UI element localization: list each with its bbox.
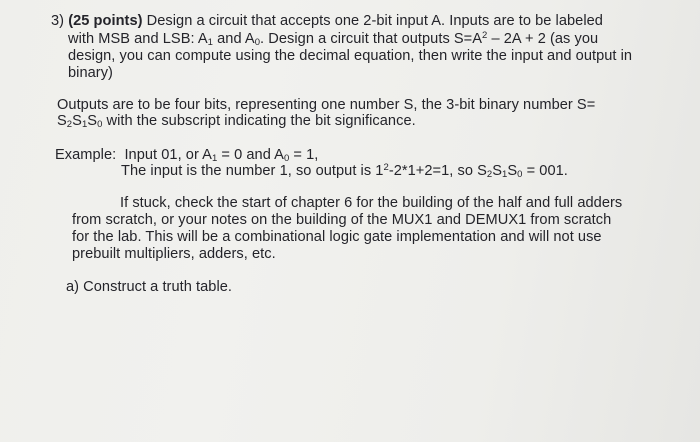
subscript-0: 0 <box>283 153 290 164</box>
superscript-2: 2 <box>482 30 488 41</box>
subscript-2: 2 <box>66 119 73 130</box>
stuck-line-4: prebuilt multipliers, adders, etc. <box>72 246 276 262</box>
problem-line-1 <box>51 12 603 30</box>
problem-line-4: binary) <box>68 65 113 81</box>
subscript-0: 0 <box>254 37 261 48</box>
s0-letter: S <box>87 113 98 129</box>
problem-line-2-part-d: – 2A + 2 (as you <box>487 31 599 47</box>
example-line-1-part-c: = 1, <box>289 147 319 163</box>
example-line-2 <box>121 162 568 180</box>
subscript-1: 1 <box>211 153 218 164</box>
subscript-0: 0 <box>517 169 523 180</box>
superscript-2: 2 <box>383 162 389 173</box>
stuck-line-2: from scratch, or your notes on the building of the MUX1 and DEMUX1 from scratch <box>72 212 612 228</box>
outputs-line-2-rest: with the subscript indicating the bit significance. <box>102 113 416 129</box>
problem-line-1-text: Design a circuit that accepts one 2-bit input A. Inputs are to be labeled <box>146 13 603 29</box>
example-line-2-part-b: -2*1+2=1, so S <box>388 163 487 179</box>
example-line-2-part-c: S <box>492 163 503 179</box>
outputs-line-1: Outputs are to be four bits, representing one number S, the 3-bit binary number S= <box>57 97 596 113</box>
s2-letter: S <box>57 113 67 129</box>
problem-line-2-part-a: with MSB and LSB: A <box>68 31 208 47</box>
example-line-2-part-a: The input is the number 1, so output is 1 <box>121 163 384 179</box>
subscript-1: 1 <box>502 169 508 180</box>
subscript-1: 1 <box>207 37 214 48</box>
outputs-line-2 <box>57 112 416 130</box>
part-a-label: a) Construct a truth table. <box>66 279 233 295</box>
problem-number: 3) <box>51 13 65 29</box>
problem-line-3: design, you can compute using the decimal equation, then write the input and output in <box>68 48 633 64</box>
stuck-line-3: for the lab. This will be a combinational logic gate implementation and will not use <box>72 229 602 245</box>
problem-line-2 <box>68 30 598 48</box>
example-line-1-part-b: = 0 and A <box>217 147 284 163</box>
stuck-line-1: If stuck, check the start of chapter 6 for the building of the half and full adders <box>120 195 623 211</box>
example-line-2-part-d: S <box>507 163 518 179</box>
example-line-2-part-e: = 001. <box>522 163 568 179</box>
problem-line-2-part-b: and A <box>213 31 255 47</box>
subscript-0: 0 <box>97 119 103 130</box>
example-line-1-part-a: Input 01, or A <box>124 147 212 163</box>
subscript-2: 2 <box>486 169 493 180</box>
s1-letter: S <box>72 113 82 129</box>
problem-line-2-part-c: . Design a circuit that outputs S=A <box>260 31 483 47</box>
example-label: Example: <box>55 147 117 163</box>
subscript-1: 1 <box>81 119 88 130</box>
problem-points: (25 points) <box>68 13 143 29</box>
